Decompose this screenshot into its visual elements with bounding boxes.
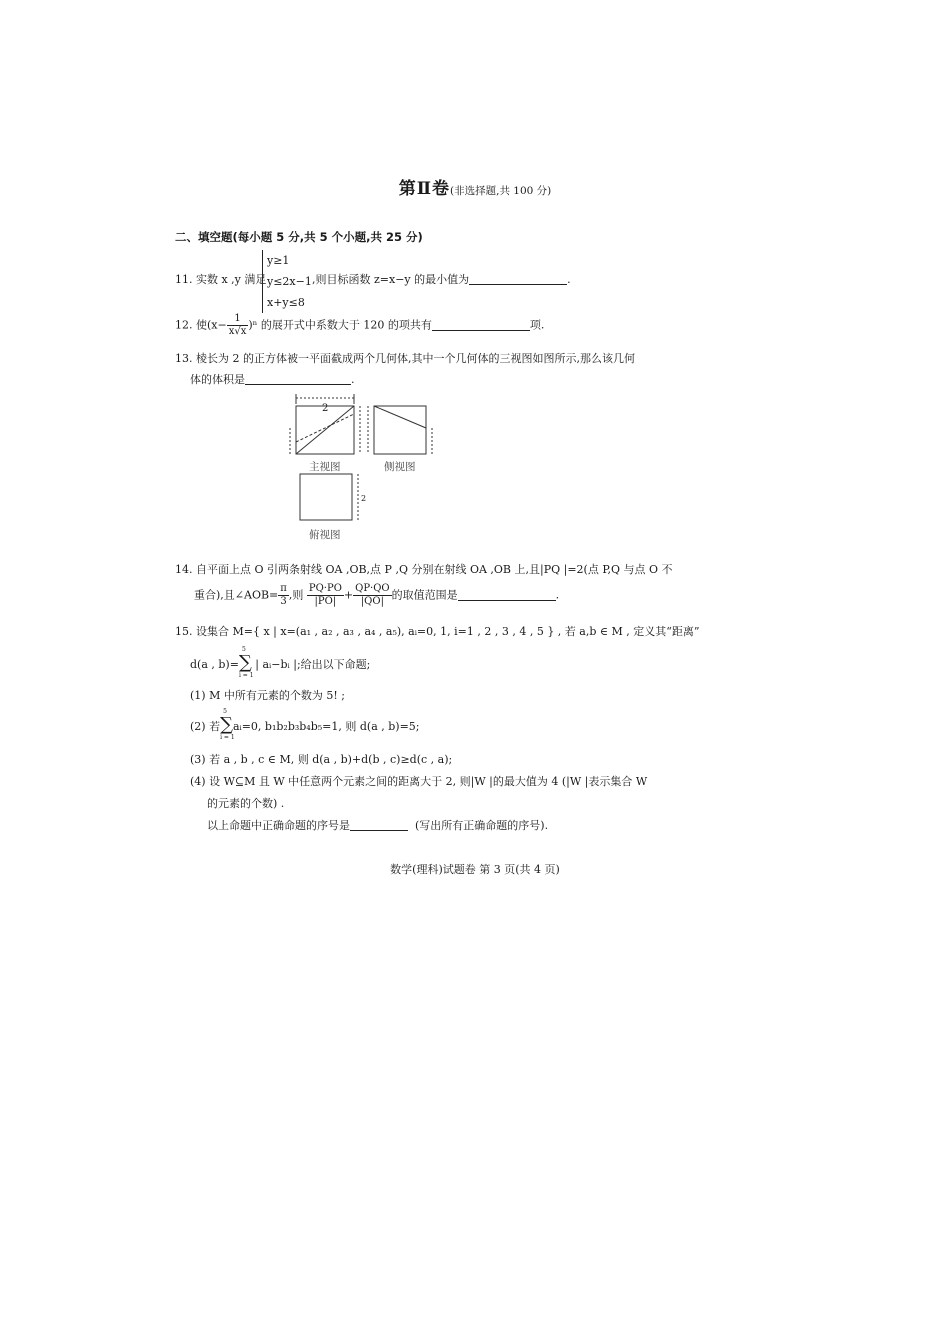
q15-line1: 15. 设集合 M={ x | x=(a₁ , a₂ , a₃ , a₄ , a₅), aᵢ=0, 1, i=1 , 2 , 3 , 4 , 5 } , 若 a,b ∈ M , 定义其“距离” (175, 625, 700, 638)
sum-upper: 5 (223, 708, 227, 715)
conclusion-tail: (写出所有正确命题的序号). (415, 819, 549, 832)
q12-question (175, 313, 544, 338)
q15-answer-blank[interactable] (350, 818, 408, 831)
q14-end: . (555, 588, 560, 602)
q13-answer-blank[interactable] (245, 372, 351, 385)
side-view-diagonal (374, 406, 426, 428)
f1-den: |PO| (314, 596, 337, 607)
q15-conclusion (207, 817, 548, 833)
q15-prop-4-line1: (4) 设 W⊆M 且 W 中任意两个元素之间的距离大于 2, 则|W |的最大值为 4 (|W |表示集合 W (190, 775, 648, 788)
sigma-icon: ∑ 5 i = 1 (238, 646, 254, 679)
q12-lead: 12. 使(x− (175, 318, 227, 332)
sum-upper: 5 (241, 646, 246, 653)
q14-fraction-2 (353, 583, 392, 608)
title-note: (非选择题,共 100 分) (450, 185, 552, 197)
q11-question (312, 271, 571, 287)
q11-lead: 11. 实数 x ,y 满足 (175, 273, 267, 286)
q14-line2 (194, 583, 559, 608)
q13-lead: 体的体积是 (190, 373, 245, 386)
q12-frac-den: x√x (228, 326, 247, 337)
q11-answer-blank[interactable] (469, 272, 567, 285)
top-view-outline (300, 474, 352, 520)
front-view-label: 主视图 (309, 461, 341, 473)
sigma-icon: ∑ 5 i = 1 (220, 708, 235, 741)
f1-num: PQ·PO (308, 583, 342, 594)
f2-num: QP·QO (355, 583, 390, 594)
front-view-hidden-line (296, 414, 354, 442)
q11-constraint: y≤2x−1 (267, 275, 312, 288)
top-view-drawing (300, 474, 358, 520)
q12-end: 项. (529, 318, 545, 332)
q11-tail: ,则目标函数 z=x−y 的最小值为 (312, 273, 470, 286)
q14-plus: + (343, 588, 354, 602)
title-main: 第Ⅱ卷 (398, 179, 451, 199)
q11-end: . (567, 273, 571, 286)
front-dimension-label: 2 (322, 403, 329, 414)
section-heading: 二、填空题(每小题 5 分,共 5 个小题,共 25 分) (175, 230, 423, 244)
pi-den: 3 (280, 596, 287, 607)
q15-prop-3: (3) 若 a , b , c ∈ M, 则 d(a , b)+d(b , c)≥d(c , a); (190, 753, 453, 766)
page-title (0, 174, 950, 199)
q12-tail: )ⁿ 的展开式中系数大于 120 的项共有 (248, 318, 432, 332)
q11-constraint: y≥1 (267, 254, 290, 267)
q14-answer-blank[interactable] (458, 588, 556, 601)
q13-line2 (190, 371, 355, 387)
page-footer: 数学(理科)试题卷 第 3 页(共 4 页) (390, 863, 560, 876)
q12-fraction (227, 313, 249, 338)
q14-lead: 重合),且∠AOB= (194, 588, 279, 602)
q12-answer-blank[interactable] (432, 318, 530, 331)
q13-end: . (351, 373, 355, 386)
q13-line1: 13. 棱长为 2 的正方体被一平面截成两个几何体,其中一个几何体的三视图如图所示,那么该几何 (175, 352, 635, 365)
p2-lead: (2) 若 (190, 720, 221, 733)
side-view-outline (374, 406, 426, 454)
q11-system (262, 250, 312, 313)
q12-frac-num: 1 (227, 313, 249, 326)
conclusion-lead: 以上命题中正确命题的序号是 (207, 819, 350, 832)
q14-fraction-1 (307, 583, 344, 608)
d-tail: | aᵢ−bᵢ |;给出以下命题; (255, 658, 371, 671)
q14-line1: 14. 自平面上点 O 引两条射线 OA ,OB,点 P ,Q 分别在射线 OA ,OB 上,且|PQ |=2(点 P,Q 与点 O 不 (175, 563, 673, 576)
q14-tail: 的取值范围是 (391, 588, 458, 602)
side-view-label: 侧视图 (384, 461, 416, 473)
top-view-label: 俯视图 (309, 529, 341, 541)
sum-lower: i = 1 (238, 672, 254, 679)
sum-lower: i = 1 (220, 734, 235, 741)
top-dimension-label: 2 (361, 494, 367, 503)
pi-over-3 (278, 583, 289, 608)
q15-prop-4-line2: 的元素的个数) . (207, 797, 285, 810)
pi-num: π (280, 583, 287, 594)
p2-tail: aᵢ=0, b₁b₂b₃b₄b₅=1, 则 d(a , b)=5; (232, 720, 420, 733)
d-lead: d(a , b)= (190, 658, 239, 671)
q14-then: ,则 (288, 588, 304, 602)
q15-prop-1: (1) M 中所有元素的个数为 5! ; (190, 689, 345, 702)
side-view-drawing (368, 406, 432, 454)
q11-constraint: x+y≤8 (267, 296, 305, 309)
f2-den: |QO| (360, 596, 384, 607)
q15-prop-2 (190, 708, 420, 741)
q15-distance-def (190, 646, 371, 679)
